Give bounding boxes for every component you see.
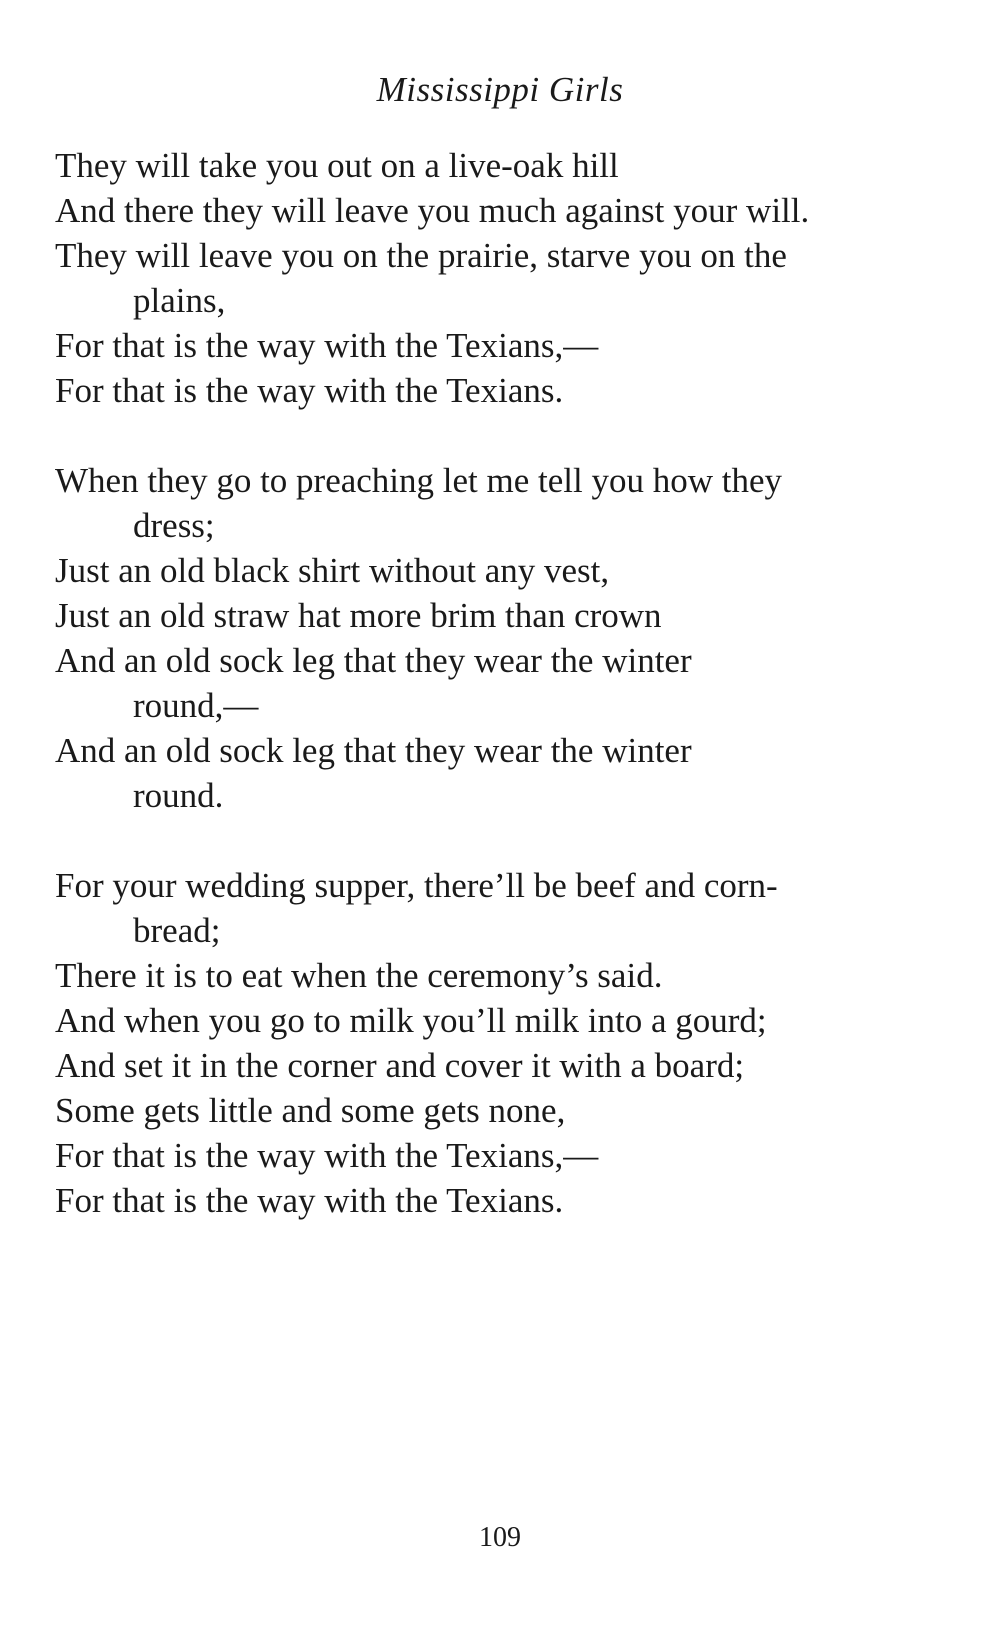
stanza (55, 143, 935, 413)
poem-line-continuation: round. (133, 776, 224, 815)
poem-line: Some gets little and some gets none, (55, 1091, 566, 1130)
poem-line: And there they will leave you much against your will. (55, 191, 810, 230)
poem-line: Just an old straw hat more brim than crown (55, 596, 662, 635)
poem-line: For your wedding supper, there’ll be beef and corn- (55, 866, 778, 905)
stanza (55, 863, 935, 1223)
page-number: 109 (479, 1522, 521, 1553)
poem-line: For that is the way with the Texians. (55, 371, 564, 410)
poem-line: For that is the way with the Texians. (55, 1181, 564, 1220)
poem-line: They will take you out on a live-oak hill (55, 146, 619, 185)
poem-line: And an old sock leg that they wear the winter (55, 731, 692, 770)
poem-line: And set it in the corner and cover it with a board; (55, 1046, 745, 1085)
poem-line: When they go to preaching let me tell you how they (55, 461, 783, 500)
poem-line-continuation: round,— (133, 686, 259, 725)
poem-line-continuation: dress; (133, 506, 215, 545)
poem-line: Just an old black shirt without any vest, (55, 551, 610, 590)
poem-line: For that is the way with the Texians,— (55, 1136, 599, 1175)
poem-line: For that is the way with the Texians,— (55, 326, 599, 365)
poem-line-continuation: bread; (133, 911, 221, 950)
poem (55, 143, 935, 1268)
poem-line: And when you go to milk you’ll milk into a gourd; (55, 1001, 767, 1040)
poem-line-continuation: plains, (133, 281, 226, 320)
page-title: Mississippi Girls (376, 70, 624, 109)
poem-line: There it is to eat when the ceremony’s said. (55, 956, 663, 995)
poem-line: They will leave you on the prairie, starve you on the (55, 236, 787, 275)
stanza (55, 458, 935, 818)
poem-line: And an old sock leg that they wear the winter (55, 641, 692, 680)
